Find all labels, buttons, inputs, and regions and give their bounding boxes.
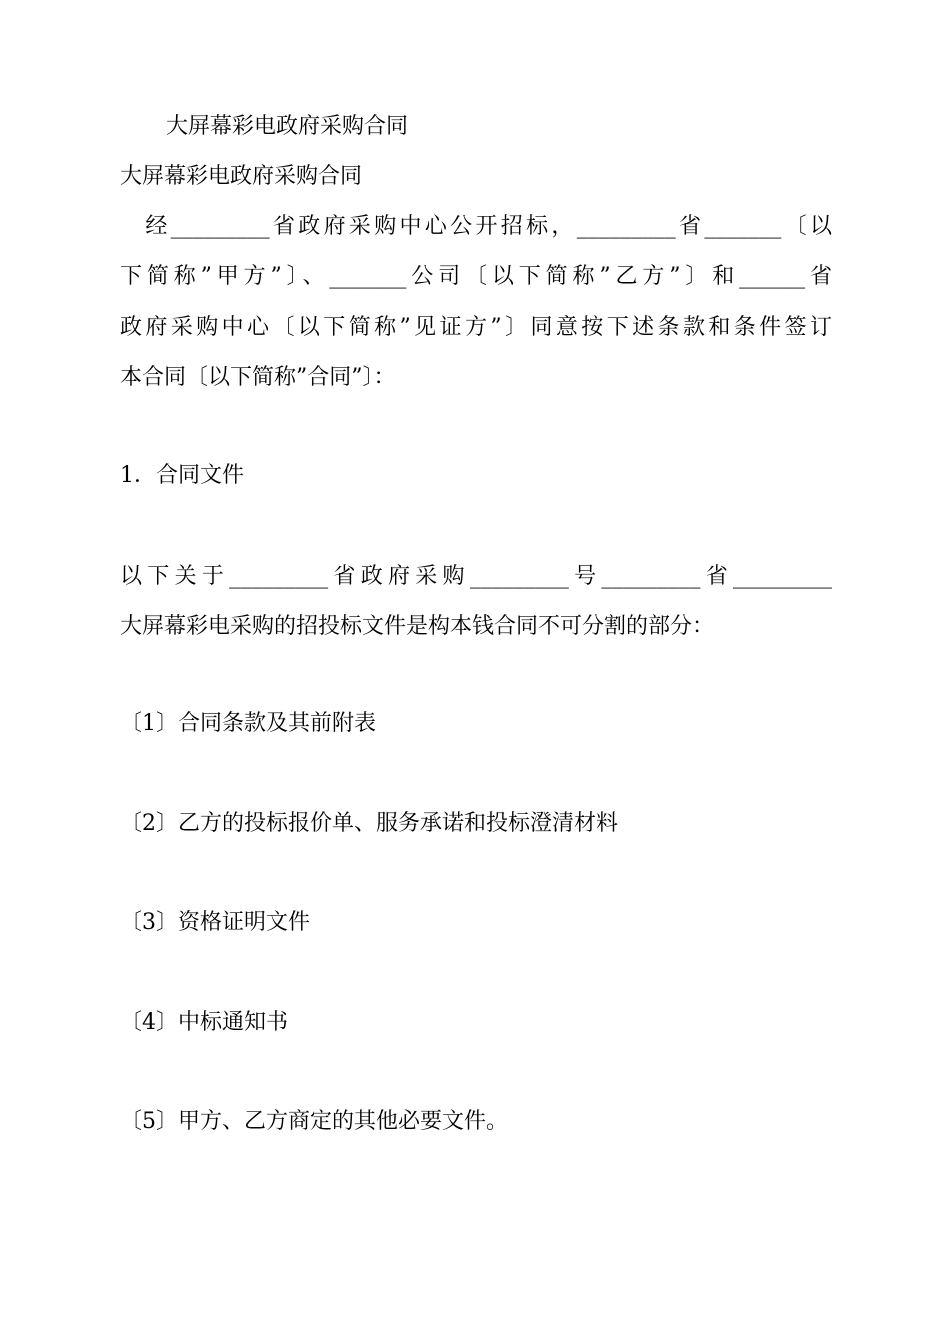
document-subtitle: 大屏幕彩电政府采购合同 bbox=[120, 164, 363, 189]
list-item-1: 〔1〕合同条款及其前附表 bbox=[120, 711, 376, 736]
intro-line-3: 政府采购中心〔以下简称”见证方”〕同意按下述条款和条件签订 bbox=[120, 315, 832, 340]
list-item-5: 〔5〕甲方、乙方商定的其他必要文件。 bbox=[120, 1109, 508, 1134]
list-item-2: 〔2〕乙方的投标报价单、服务承诺和投标澄清材料 bbox=[120, 811, 618, 836]
section-1-para-line-2: 大屏幕彩电采购的招投标文件是构本钱合同不可分割的部分： bbox=[120, 614, 715, 639]
intro-line-4: 本合同〔以下简称”合同”〕： bbox=[120, 365, 396, 390]
section-1-heading: 1．合同文件 bbox=[120, 463, 244, 488]
list-item-3: 〔3〕资格证明文件 bbox=[120, 910, 310, 935]
intro-line-2: 下简称”甲方”〕、_______公司〔以下简称”乙方”〕和______省 bbox=[120, 264, 832, 289]
list-item-4: 〔4〕中标通知书 bbox=[120, 1010, 288, 1035]
intro-line-1: 经_________省政府采购中心公开招标，_________省_______〔以 bbox=[120, 214, 832, 239]
section-1-para-line-1: 以下关于_________省政府采购_________号_________省_________ bbox=[120, 564, 832, 589]
document-title: 大屏幕彩电政府采购合同 bbox=[166, 114, 409, 139]
